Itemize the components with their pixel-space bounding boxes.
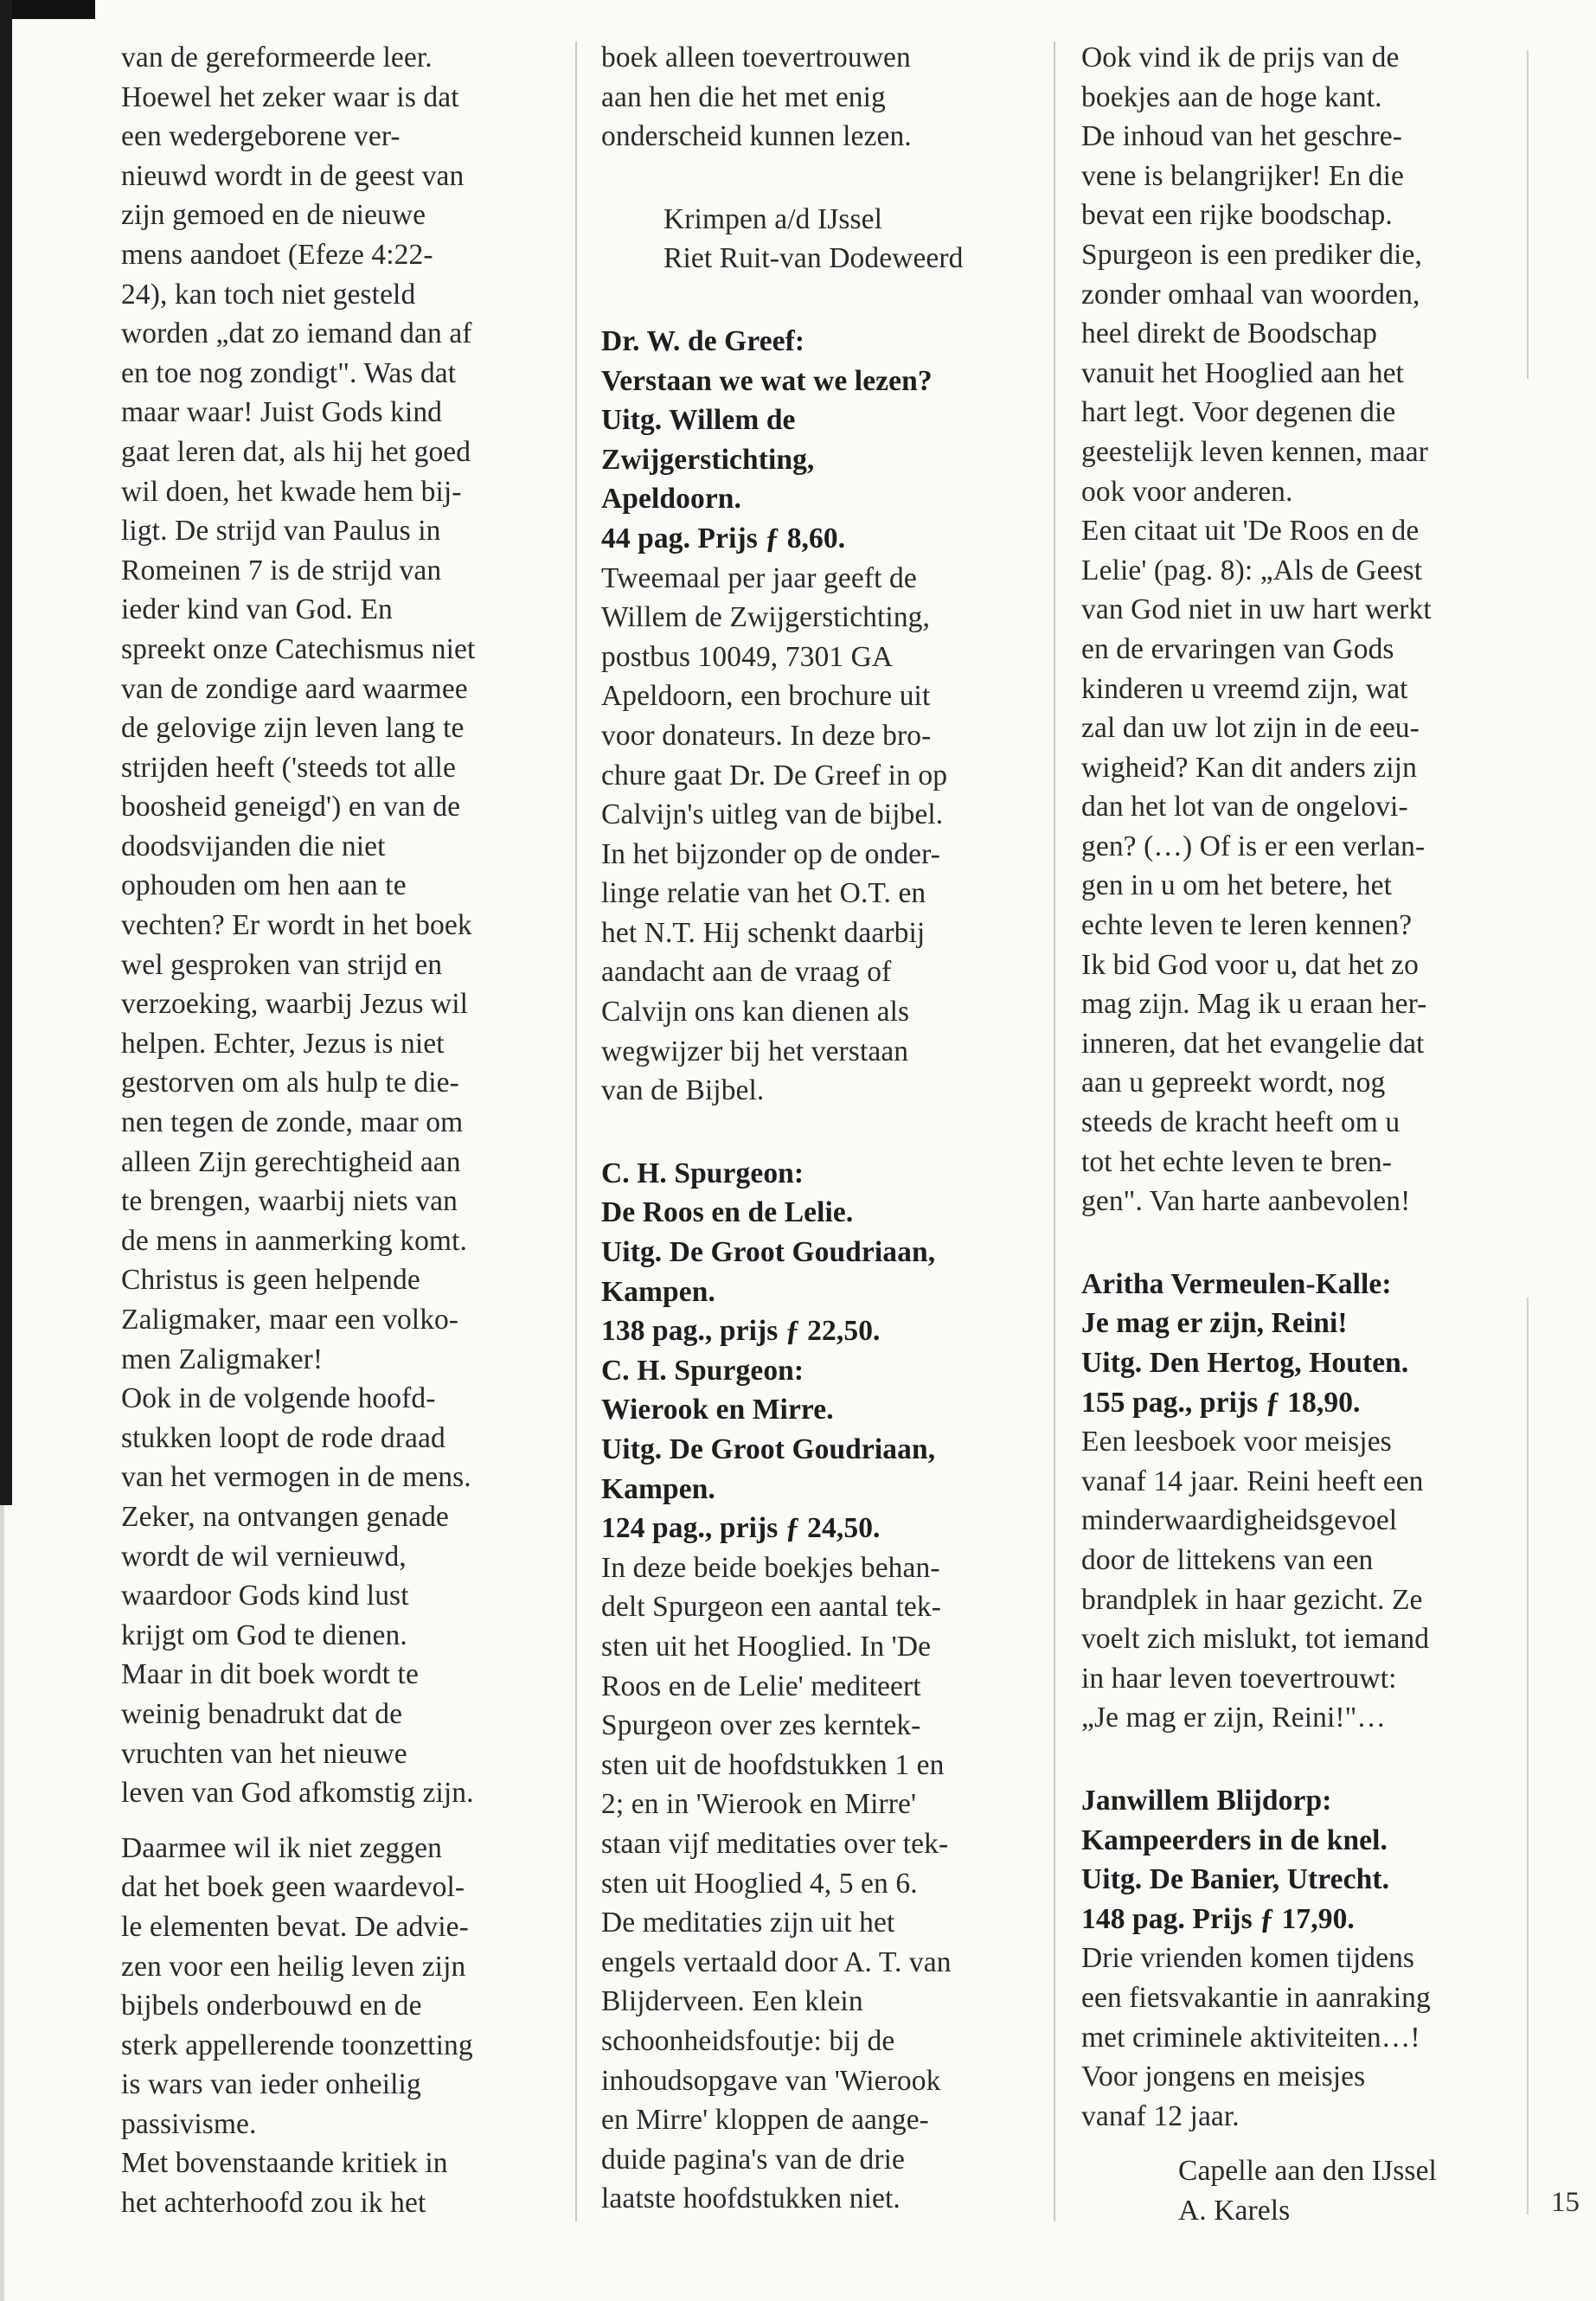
text-line: sten uit het Hooglied. In 'De — [601, 1630, 932, 1663]
text-line: Uitg. De Banier, Utrecht. — [1081, 1863, 1390, 1896]
text-line: Aritha Vermeulen-Kalle: — [1081, 1267, 1392, 1300]
text-line: steeds de kracht heeft om u — [1081, 1106, 1401, 1139]
text-line: gen". Van harte aanbevolen! — [1081, 1185, 1411, 1218]
text-line: ieder kind van God. En — [121, 593, 393, 626]
text-line: boosheid geneigd') en van de — [121, 791, 461, 824]
page-edge-rule-upper — [1527, 50, 1529, 379]
text-line: Apeldoorn, een brochure uit — [601, 680, 931, 713]
text-line: bevat een rijke boodschap. — [1081, 199, 1393, 232]
text-line: Janwillem Blijdorp: — [1081, 1784, 1332, 1817]
text-line: onderscheid kunnen lezen. — [601, 120, 912, 153]
scan-edge-left — [0, 0, 12, 1505]
text-line: mens aandoet (Efeze 4:22- — [121, 238, 433, 271]
text-line: minderwaardigheidsgevoel — [1081, 1504, 1398, 1537]
review-vermeulen-heading — [1081, 1265, 1514, 1422]
page-number: 15 — [1551, 2187, 1580, 2218]
text-line: Zwijgerstichting, — [601, 443, 815, 476]
text-line: 24), kan toch niet gesteld — [121, 278, 416, 311]
text-line: delt Spurgeon een aantal tek- — [601, 1591, 941, 1624]
text-line: C. H. Spurgeon: — [601, 1354, 804, 1387]
text-line: gen in u om het betere, het — [1081, 869, 1392, 902]
col2-intro — [601, 38, 1034, 157]
text-line: aan u gepreekt wordt, nog — [1081, 1067, 1386, 1099]
text-line: Ook vind ik de prijs van de — [1081, 42, 1400, 74]
text-line: de mens in aanmerking komt. — [121, 1224, 467, 1257]
text-line: Je mag er zijn, Reini! — [1081, 1307, 1348, 1340]
text-line: tot het echte leven te bren- — [1081, 1145, 1393, 1178]
text-line: 155 pag., prijs ƒ 18,90. — [1081, 1386, 1361, 1419]
text-line: en Mirre' kloppen de aange- — [601, 2104, 929, 2137]
text-line: voelt zich mislukt, tot iemand — [1081, 1623, 1430, 1656]
text-line: Drie vrienden komen tijdens — [1081, 1942, 1415, 1975]
text-line: en de ervaringen van Gods — [1081, 632, 1394, 665]
text-line: kinderen u vreemd zijn, wat — [1081, 672, 1408, 705]
text-line: verzoeking, waarbij Jezus wil — [121, 988, 469, 1021]
text-line: hart legt. Voor degenen die — [1081, 396, 1396, 429]
text-line: zijn gemoed en de nieuwe — [121, 199, 426, 232]
text-line: inhoudsopgave van 'Wierook — [601, 2064, 941, 2097]
text-line: „Je mag er zijn, Reini!"… — [1081, 1702, 1386, 1734]
text-line: Krimpen a/d IJssel — [663, 202, 883, 235]
text-line: het achterhoofd zou ik het — [121, 2187, 426, 2220]
text-line: worden „dat zo iemand dan af — [121, 317, 472, 350]
text-line: een wedergeborene ver- — [121, 120, 401, 153]
text-line: strijden heeft ('steeds tot alle — [121, 751, 456, 784]
review-vermeulen-body — [1081, 1422, 1514, 1738]
text-line: wel gesproken van strijd en — [121, 948, 443, 981]
col3-signature — [1081, 2151, 1514, 2230]
text-line: een fietsvakantie in aanraking — [1081, 1981, 1431, 2014]
text-line: vruchten van het nieuwe — [121, 1737, 407, 1770]
text-line: vechten? Er wordt in het boek — [121, 909, 472, 942]
text-line: Calvijn ons kan dienen als — [601, 996, 910, 1029]
column-rule-2 — [1054, 42, 1055, 2221]
text-line: C. H. Spurgeon: — [601, 1157, 804, 1189]
text-line: 138 pag., prijs ƒ 22,50. — [601, 1315, 881, 1348]
text-line: vene is belangrijker! En die — [1081, 159, 1405, 192]
text-line: het N.T. Hij schenkt daarbij — [601, 916, 926, 949]
column-2 — [601, 38, 1034, 2219]
text-line: Verstaan we wat we lezen? — [601, 364, 933, 397]
text-line: Spurgeon is een prediker die, — [1081, 238, 1422, 271]
text-line: gaat leren dat, als hij het goed — [121, 435, 471, 468]
text-line: Apeldoorn. — [601, 483, 742, 516]
text-line: wordt de wil vernieuwd, — [121, 1540, 407, 1573]
text-line: Een leesboek voor meisjes — [1081, 1426, 1392, 1458]
col1-paragraph-2 — [121, 1829, 554, 2223]
review-spurgeon-heading — [601, 1154, 1034, 1548]
text-line: Capelle aan den IJssel — [1178, 2155, 1437, 2188]
text-line: Daarmee wil ik niet zeggen — [121, 1831, 442, 1864]
text-line: Kampen. — [601, 1275, 715, 1308]
text-line: voor donateurs. In deze bro- — [601, 719, 932, 752]
text-line: maar waar! Juist Gods kind — [121, 396, 443, 429]
text-line: Hoewel het zeker waar is dat — [121, 80, 459, 113]
text-line: Uitg. Den Hertog, Houten. — [1081, 1347, 1409, 1379]
text-line: men Zaligmaker! — [121, 1343, 324, 1375]
text-line: Zeker, na ontvangen genade — [121, 1500, 449, 1533]
text-line: nieuwd wordt in de geest van — [121, 159, 465, 192]
review-degreef-heading — [601, 322, 1034, 559]
text-line: vanaf 12 jaar. — [1081, 2099, 1240, 2132]
text-line: van de gereformeerde leer. — [121, 42, 433, 74]
text-line: In het bijzonder op de onder- — [601, 837, 940, 870]
text-line: Tweemaal per jaar geeft de — [601, 561, 917, 594]
text-line: is wars van ieder onheilig — [121, 2068, 421, 2101]
text-line: gestorven om als hulp te die- — [121, 1067, 459, 1099]
text-line: staan vijf meditaties over tek- — [601, 1827, 949, 1860]
column-1 — [121, 38, 554, 2223]
text-line: Uitg. Willem de — [601, 404, 796, 437]
col2-signature — [601, 200, 1034, 279]
text-line: echte leven te leren kennen? — [1081, 909, 1413, 942]
text-line: Uitg. De Groot Goudriaan, — [601, 1433, 936, 1465]
text-line: Wierook en Mirre. — [601, 1394, 834, 1426]
text-line: Romeinen 7 is de strijd van — [121, 554, 442, 586]
text-line: waardoor Gods kind lust — [121, 1580, 409, 1612]
text-line: Kampeerders in de knel. — [1081, 1823, 1388, 1856]
text-line: sten uit de hoofdstukken 1 en — [601, 1748, 945, 1781]
review-blijdorp-body — [1081, 1939, 1514, 2136]
text-line: zal dan uw lot zijn in de eeu- — [1081, 712, 1420, 745]
scan-edge-left-lower — [0, 1505, 4, 2301]
text-line: Lelie' (pag. 8): „Als de Geest — [1081, 554, 1423, 586]
text-line: Spurgeon over zes kerntek- — [601, 1709, 921, 1742]
text-line: le elementen bevat. De advie- — [121, 1910, 469, 1943]
text-line: Zaligmaker, maar een volko- — [121, 1304, 459, 1336]
text-line: de gelovige zijn leven lang te — [121, 712, 465, 745]
text-line: De meditaties zijn uit het — [601, 1907, 895, 1939]
text-line: ligt. De strijd van Paulus in — [121, 515, 441, 548]
page-edge-rule-lower — [1527, 1298, 1529, 2214]
text-line: brandplek in haar gezicht. Ze — [1081, 1583, 1423, 1616]
text-line: boekjes aan de hoge kant. — [1081, 80, 1382, 113]
text-line: ook voor anderen. — [1081, 475, 1293, 508]
review-blijdorp-heading — [1081, 1781, 1514, 1939]
text-line: gen? (…) Of is er een verlan- — [1081, 830, 1426, 862]
text-line: spreekt onze Catechismus niet — [121, 632, 476, 665]
text-line: 2; en in 'Wierook en Mirre' — [601, 1788, 917, 1821]
text-line: alleen Zijn gerechtigheid aan — [121, 1145, 461, 1178]
text-line: van de Bijbel. — [601, 1074, 765, 1107]
text-line: aandacht aan de vraag of — [601, 956, 892, 989]
scan-edge-top — [0, 0, 95, 19]
text-line: boek alleen toevertrouwen — [601, 42, 911, 74]
text-line: chure gaat Dr. De Greef in op — [601, 759, 948, 792]
text-line: zen voor een heilig leven zijn — [121, 1950, 466, 1983]
text-line: sten uit Hooglied 4, 5 en 6. — [601, 1867, 918, 1900]
text-line: A. Karels — [1178, 2194, 1291, 2227]
text-line: doodsvijanden die niet — [121, 830, 386, 862]
text-line: 44 pag. Prijs ƒ 8,60. — [601, 522, 846, 554]
text-line: postbus 10049, 7301 GA — [601, 640, 894, 673]
review-degreef-body — [601, 559, 1034, 1111]
text-line: van de zondige aard waarmee — [121, 672, 468, 705]
text-line: dan het lot van de ongelovi- — [1081, 791, 1408, 824]
text-line: nen tegen de zonde, maar om — [121, 1106, 464, 1139]
text-line: De Roos en de Lelie. — [601, 1196, 854, 1229]
text-line: ophouden om hen aan te — [121, 869, 407, 902]
text-line: stukken loopt de rode draad — [121, 1421, 445, 1454]
text-line: van het vermogen in de mens. — [121, 1461, 471, 1494]
text-line: linge relatie van het O.T. en — [601, 877, 926, 910]
text-line: wigheid? Kan dit anders zijn — [1081, 751, 1417, 784]
text-line: leven van God afkomstig zijn. — [121, 1777, 474, 1810]
text-line: mag zijn. Mag ik u eraan her- — [1081, 988, 1427, 1021]
text-line: sterk appellerende toonzetting — [121, 2029, 473, 2061]
text-line: vanaf 14 jaar. Reini heeft een — [1081, 1465, 1424, 1497]
text-line: bijbels onderbouwd en de — [121, 1990, 422, 2022]
text-line: heel direkt de Boodschap — [1081, 317, 1377, 350]
col1-paragraph-1 — [121, 38, 554, 1813]
text-line: In deze beide boekjes behan- — [601, 1551, 940, 1584]
column-rule-1 — [575, 42, 577, 2221]
text-line: dat het boek geen waardevol- — [121, 1871, 465, 1904]
review-spurgeon-body — [601, 1548, 1034, 2219]
text-line: wegwijzer bij het verstaan — [601, 1035, 909, 1067]
text-line: te brengen, waarbij niets van — [121, 1185, 458, 1218]
text-line: en toe nog zondigt". Was dat — [121, 356, 457, 389]
text-line: Een citaat uit 'De Roos en de — [1081, 515, 1420, 548]
text-line: schoonheidsfoutje: bij de — [601, 2024, 895, 2057]
col3-intro — [1081, 38, 1514, 1221]
text-line: Roos en de Lelie' mediteert — [601, 1670, 921, 1702]
text-line: zonder omhaal van woorden, — [1081, 278, 1420, 311]
text-line: vanuit het Hooglied aan het — [1081, 356, 1404, 389]
text-line: Ook in de volgende hoofd- — [121, 1382, 436, 1415]
text-line: met criminele aktiviteiten…! — [1081, 2021, 1420, 2054]
text-line: 124 pag., prijs ƒ 24,50. — [601, 1512, 881, 1545]
text-line: van God niet in uw hart werkt — [1081, 593, 1432, 626]
text-line: Uitg. De Groot Goudriaan, — [601, 1236, 936, 1269]
text-line: door de littekens van een — [1081, 1543, 1374, 1576]
text-line: Dr. W. de Greef: — [601, 324, 805, 357]
text-line: aan hen die het met enig — [601, 80, 886, 113]
text-line: duide pagina's van de drie — [601, 2143, 905, 2176]
text-line: Met bovenstaande kritiek in — [121, 2147, 448, 2180]
text-line: inneren, dat het evangelie dat — [1081, 1027, 1425, 1060]
text-line: Riet Ruit-van Dodeweerd — [663, 242, 964, 275]
text-line: in haar leven toevertrouwt: — [1081, 1662, 1397, 1695]
text-line: Willem de Zwijgerstichting, — [601, 601, 931, 634]
column-3 — [1081, 38, 1514, 2230]
text-line: Christus is geen helpende — [121, 1264, 420, 1297]
text-line: Ik bid God voor u, dat het zo — [1081, 948, 1419, 981]
text-line: wil doen, het kwade hem bij- — [121, 475, 462, 508]
text-line: passivisme. — [121, 2107, 257, 2140]
text-line: laatste hoofdstukken niet. — [601, 2182, 901, 2215]
text-line: Calvijn's uitleg van de bijbel. — [601, 798, 944, 831]
text-line: Kampen. — [601, 1472, 715, 1505]
text-line: weinig benadrukt dat de — [121, 1697, 403, 1730]
text-line: Voor jongens en meisjes — [1081, 2061, 1366, 2093]
text-line: Blijderveen. Een klein — [601, 1985, 863, 2018]
text-line: De inhoud van het geschre- — [1081, 120, 1402, 153]
text-line: helpen. Echter, Jezus is niet — [121, 1027, 445, 1060]
text-line: 148 pag. Prijs ƒ 17,90. — [1081, 1902, 1355, 1935]
text-line: engels vertaald door A. T. van — [601, 1945, 952, 1978]
text-line: krijgt om God te dienen. — [121, 1618, 407, 1651]
text-line: Maar in dit boek wordt te — [121, 1658, 419, 1691]
text-line: geestelijk leven kennen, maar — [1081, 435, 1429, 468]
